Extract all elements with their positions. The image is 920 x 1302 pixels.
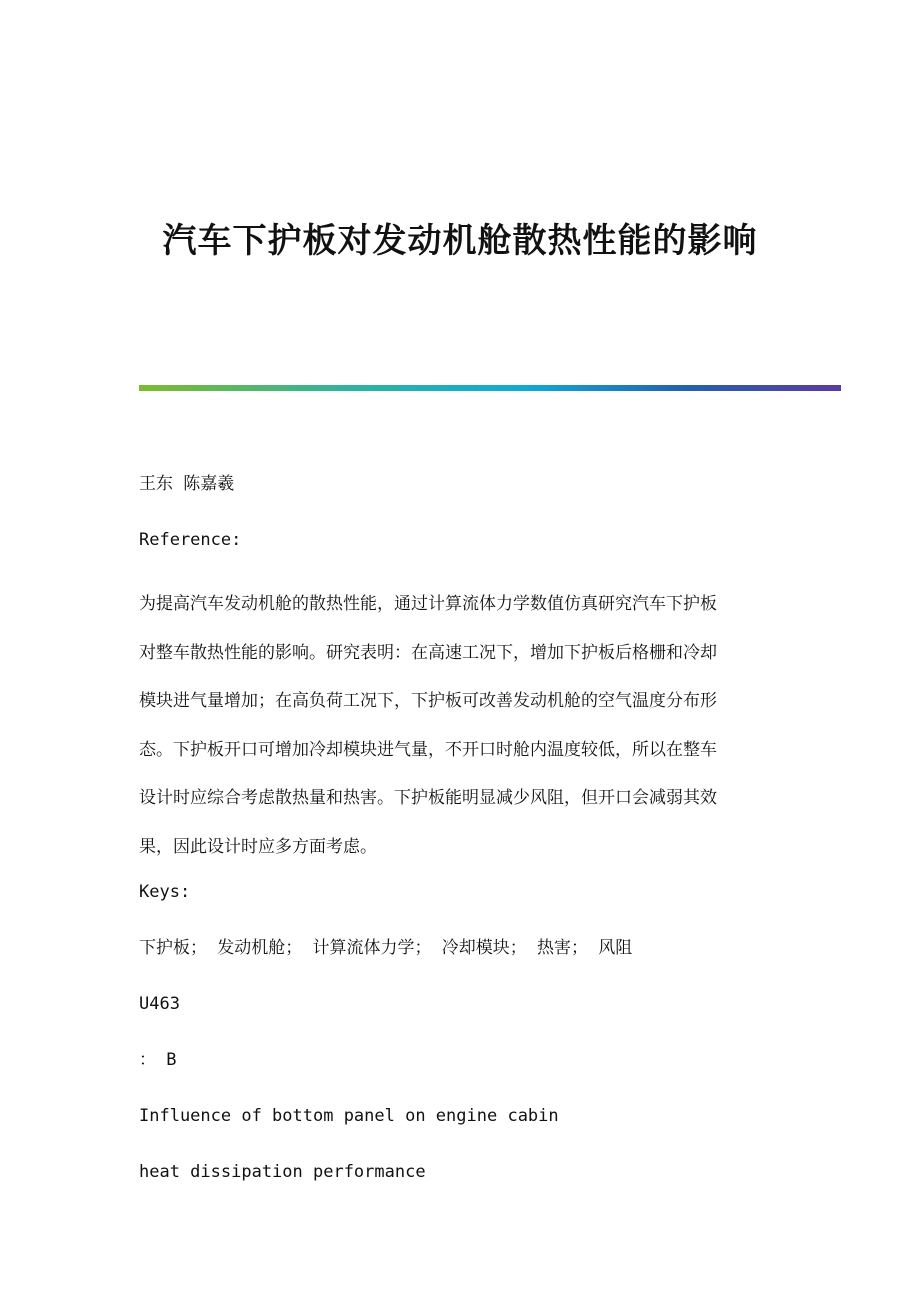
authors: 王东 陈嘉羲 <box>139 474 235 494</box>
abstract-line: 设计时应综合考虑散热量和热害。下护板能明显减少风阻，但开口会减弱其效 <box>139 788 717 809</box>
abstract-line: 果，因此设计时应多方面考虑。 <box>139 836 377 857</box>
document-title: 汽车下护板对发动机舱散热性能的影响 <box>162 221 758 261</box>
english-title-line: heat dissipation performance <box>139 1162 426 1182</box>
abstract-line: 为提高汽车发动机舱的散热性能，通过计算流体力学数值仿真研究汽车下护板 <box>139 594 717 614</box>
english-title-line: Influence of bottom panel on engine cabin <box>139 1106 559 1126</box>
keyword: 计算流体力学 <box>312 938 415 958</box>
keyword: 下护板 <box>139 938 190 958</box>
document-code: ： B <box>139 1050 177 1070</box>
keyword: 热害 <box>537 938 571 958</box>
keys-label: Keys: <box>139 882 191 902</box>
abstract-line: 对整车散热性能的影响。研究表明：在高速工况下，增加下护板后格栅和冷却 <box>139 642 717 663</box>
reference-label: Reference: <box>139 530 242 550</box>
abstract-line: 模块进气量增加；在高负荷工况下，下护板可改善发动机舱的空气温度分布形 <box>139 691 717 712</box>
abstract <box>139 580 779 872</box>
keyword: 发动机舱 <box>217 938 286 958</box>
keywords: 下护板； 发动机舱； 计算流体力学； 冷却模块； 热害； 风阻 <box>139 938 633 958</box>
keyword: 风阻 <box>598 938 633 958</box>
keyword: 冷却模块 <box>441 938 510 958</box>
title-divider <box>139 385 841 391</box>
classification-number: U463 <box>139 994 180 1014</box>
abstract-line: 态。下护板开口可增加冷却模块进气量，不开口时舱内温度较低，所以在整车 <box>139 739 717 760</box>
